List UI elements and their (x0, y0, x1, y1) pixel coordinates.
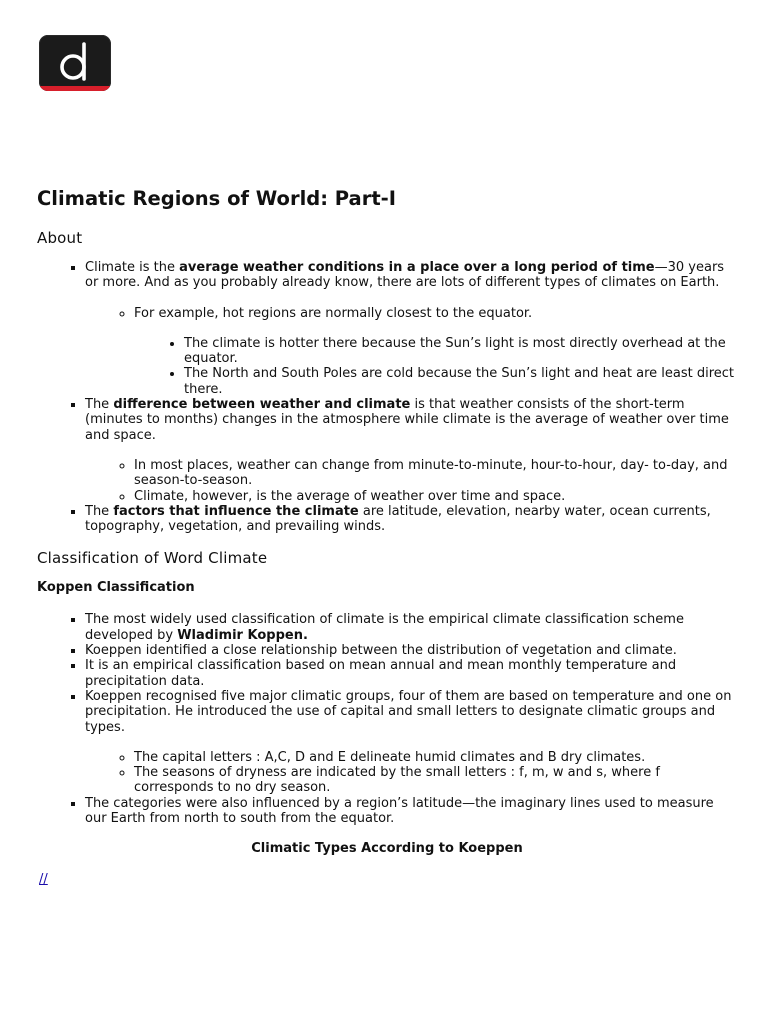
list-item: ▪ The most widely used classification of climate is the empirical climate classification scheme developed by Wladimir Koppen. (85, 612, 737, 643)
table-caption: Climatic Types According to Koeppen (251, 841, 523, 857)
bold-phrase: average weather conditions in a place over a long period of time (179, 260, 655, 275)
sub-list (85, 750, 737, 796)
image-link[interactable]: // (39, 871, 48, 887)
subheading-koppen: Koppen Classification (37, 580, 195, 596)
sub-sub-list (134, 336, 737, 397)
list-item: ▪ Koeppen recognised five major climatic groups, four of them are based on temperature and one on precipitation. He introduced the use of capital and small letters to designate climatic groups and types. ◦ The capital letters : A,C, D and E delineate humid climates and B dry climates. ◦ The seasons of dryness are indicated by the small letters : f, m, w and s, where f corresponds to no dry season. (85, 689, 737, 796)
koppen-list (37, 612, 737, 826)
list-item: ◦ The capital letters : A,C, D and E delineate humid climates and B dry climates. (134, 750, 737, 765)
list-item: ▪ Climate is the average weather conditions in a place over a long period of time—30 years or more. And as you probably already know, there are lots of different types of climates on Earth. ◦ For example, hot regions are normally closest to the equator. • The climate is hotter there because the Sun’s light is most directly overhead at the equator. • The North and South Poles are cold because the Sun’s light and heat are least direct there. (85, 260, 737, 397)
sub-list (85, 306, 737, 397)
bold-phrase: Wladimir Koppen. (177, 627, 308, 643)
list-item: • The North and South Poles are cold because the Sun’s light and heat are least direct there. (184, 366, 737, 397)
list-item: ▪ Koeppen identified a close relationship between the distribution of vegetation and climate. (85, 643, 737, 658)
bold-phrase: factors that influence the climate (113, 503, 359, 519)
sub-list (85, 458, 737, 504)
list-item: ◦ The seasons of dryness are indicated by the small letters : f, m, w and s, where f corresponds to no dry season. (134, 765, 737, 796)
document-body (37, 186, 737, 887)
bold-phrase: difference between weather and climate (113, 397, 411, 413)
list-item: ▪ It is an empirical classification based on mean annual and mean monthly temperature and precipitation data. (85, 658, 737, 689)
logo-accent-bar (39, 86, 111, 91)
logo[interactable] (39, 35, 111, 91)
list-item: ▪ The difference between weather and climate is that weather consists of the short-term (minutes to months) changes in the atmosphere while climate is the average of weather over time and space. ◦ In most places, weather can change from minute-to-minute, hour-to-hour, day- to-day, and season-to-season. ◦ Climate, however, is the average of weather over time and space. (85, 397, 737, 504)
page-title: Climatic Regions of World: Part-I (37, 187, 397, 210)
d-letter-logo-icon (39, 35, 111, 87)
list-item: ▪ The factors that influence the climate are latitude, elevation, nearby water, ocean currents, topography, vegetation, and prevailing winds. (85, 504, 737, 535)
about-list (37, 260, 737, 534)
section-heading-classification: Classification of Word Climate (37, 549, 268, 568)
list-item: ◦ In most places, weather can change from minute-to-minute, hour-to-hour, day- to-day, and season-to-season. (134, 458, 737, 489)
list-item: ▪ The categories were also influenced by a region’s latitude—the imaginary lines used to measure our Earth from north to south from the equator. (85, 796, 737, 827)
section-heading-about: About (37, 229, 83, 247)
list-item: • The climate is hotter there because the Sun’s light is most directly overhead at the equator. (184, 336, 737, 367)
list-item: ◦ Climate, however, is the average of weather over time and space. (134, 489, 737, 504)
list-item: ◦ For example, hot regions are normally closest to the equator. • The climate is hotter there because the Sun’s light is most directly overhead at the equator. • The North and South Poles are cold because the Sun’s light and heat are least direct there. (134, 306, 737, 397)
